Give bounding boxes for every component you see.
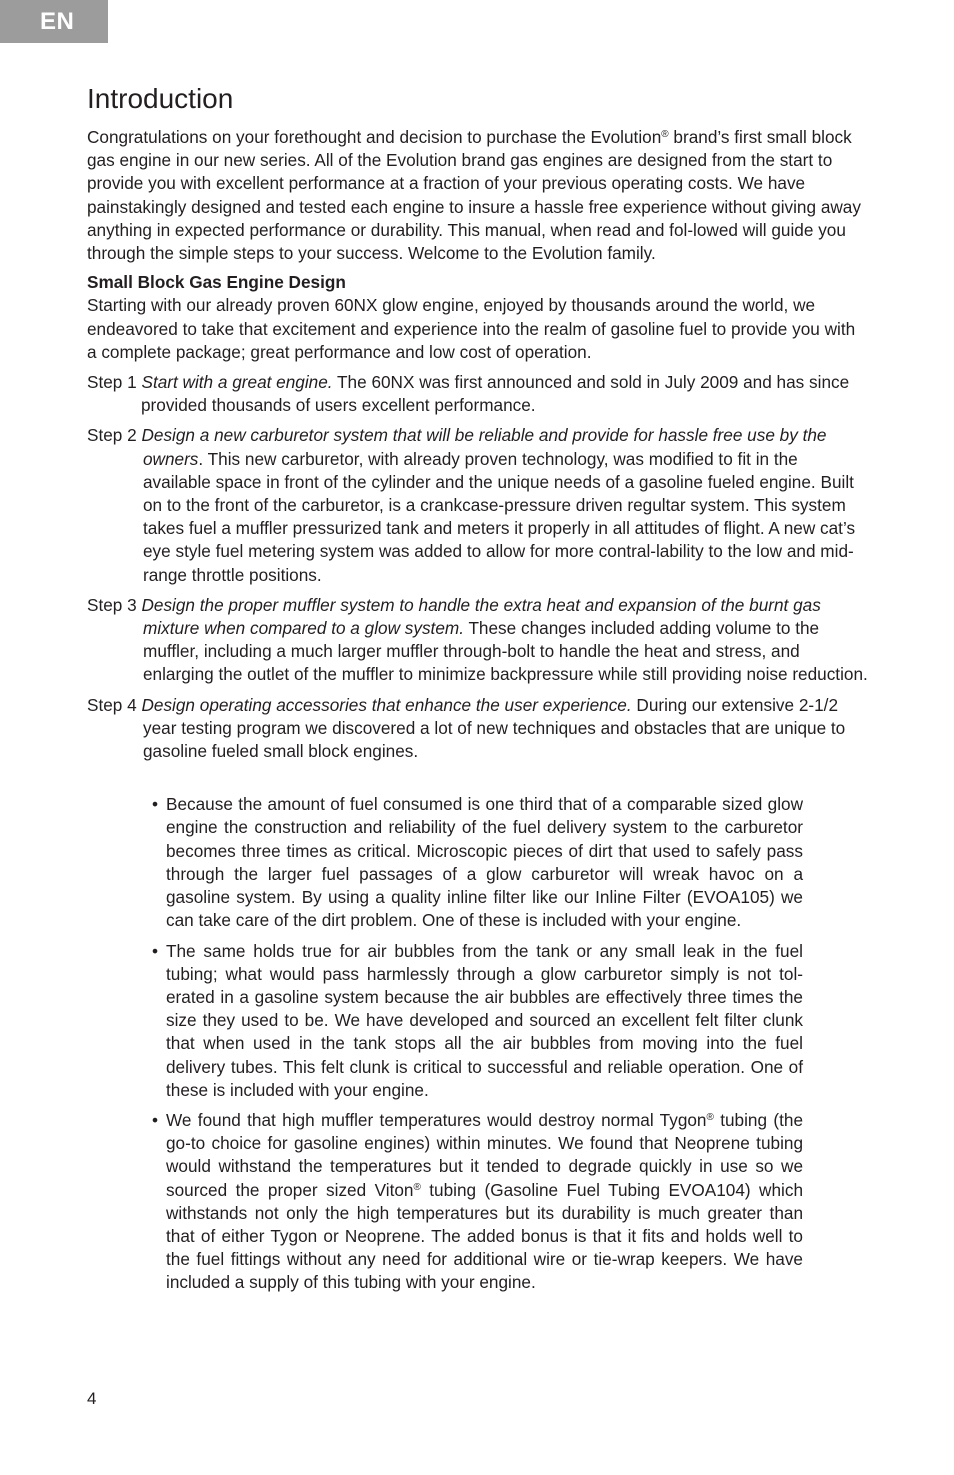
bullet-item-fuel-tubing [87, 1109, 803, 1295]
bullet-dot: • [152, 940, 159, 961]
step-label: Step 3 [87, 594, 137, 615]
step-2 [87, 424, 869, 586]
step-text: During our extensive 2-1/2 year testing program we discovered a lot of new techniques and obstacles that are unique to gasoline fueled small block engines. [143, 694, 846, 762]
bullet-dot: • [152, 794, 159, 815]
page-number: 4 [87, 1389, 97, 1408]
bullet-text: Because the amount of fuel consumed is one third that of a comparable sized glow engine the construction and reliability of the fuel delivery system to the carburetor becomes three times as critical. Microscopic pieces of dirt that used to safely pass through the larger fuel passages of a glow carburetor will wreak havoc on a gasoline system. By using a quality inline filter like our Inline Filter (EVOA105) we can take care of the dirt problem. One of these is included with your engine. [166, 794, 803, 931]
step-3 [87, 594, 869, 687]
design-paragraph: Starting with our already proven 60NX glow engine, enjoyed by thousands around the world, we endeavored to take that excitement and experience into the realm of gasoline fuel to provide you with a complete package; great performance and low cost of operation. [87, 295, 856, 362]
step-title: Design the proper muffler system to handle the extra heat and expansion of the burnt gas mixture when compared to a glow system. [141, 594, 821, 639]
step-title: Design a new carburetor system that will be reliable and provide for hassle free use by the owners [141, 425, 827, 469]
bullet-dot: • [152, 1109, 159, 1130]
language-tab: EN [0, 0, 108, 43]
step-label: Step 4 [87, 694, 137, 715]
step-title: Design operating accessories that enhance the user experience. [141, 694, 632, 715]
step-text: These changes included adding volume to the muffler, including a much larger muffler through-bolt to handle the heat and stress, and enlarging the outlet of the muffler to minimize backpressure while still providing noise reduction. [143, 618, 868, 685]
intro-paragraph: Congratulations on your forethought and decision to purchase the Evolution® brand’s first small block gas engine in our new series. All of the Evolution brand gas engines are designed from the start to provide you with excellent performance at a fraction of your previous operating costs. We have painstakingly designed and tested each engine to insure a hassle free experience without giving away anything in expected performance or durability. This manual, when read and fol-lowed will guide you through the simple steps to your success. Welcome to the Evolution family. [87, 127, 861, 264]
step-1 [87, 371, 869, 417]
step-text: The 60NX was first announced and sold in July 2009 and has since provided thousands of users excellent performance. [141, 372, 850, 416]
bullet-item-inline-filter [87, 793, 803, 932]
step-label: Step 1 [87, 372, 137, 393]
bullet-text: The same holds true for air bubbles from the tank or any small leak in the fuel tubing; what would pass harmlessly through a glow carburetor simply is not tol-erated in a gasoline system because the air bubbles are effectively three times the size they used to be. We have developed and sourced an excellent felt filter clunk that when used in the tank stops all the air bubbles from moving into the fuel delivery tubes. This felt clunk is critical to successful and reliable operation. One of these is included with your engine. [166, 940, 803, 1100]
page-content [87, 80, 869, 1302]
step-4 [87, 694, 869, 764]
bullet-item-felt-clunk [87, 940, 803, 1102]
page-title: Introduction [87, 83, 234, 114]
step-title: Start with a great engine. [141, 372, 333, 393]
design-heading: Small Block Gas Engine Design [87, 272, 346, 293]
step-label: Step 2 [87, 425, 137, 446]
accessory-bullet-list [87, 793, 803, 1294]
bullet-text: We found that high muffler temperatures would destroy normal Tygon® tubing (the go-to choice for gasoline engines) within minutes. We found that Neoprene tubing would withstand the temperatures but it tended to degrade quickly in use so we sourced the proper sized Viton® tubing (Gasoline Fuel Tubing EVOA104) which withstands not only the high temperatures but its durability is much greater than that of either Tygon or Neoprene. The added bonus is that it fits and holds well to the fuel fittings without any need for additional wire or tie-wrap keepers. We have included a supply of this tubing with your engine. [166, 1109, 804, 1293]
step-text: . This new carburetor, with already proven technology, was modified to fit in the available space in front of the cylinder and the unique needs of a gasoline fueled engine. Built on to the front of the carburetor, is a crankcase-pressure driven regultar system. This system takes fuel a muffler pressurized tank and meters it properly in all attitudes of flight. A new cat’s eye style fuel metering system was added to allow for more contral-lability to the low and mid-range throttle positions. [143, 448, 856, 585]
